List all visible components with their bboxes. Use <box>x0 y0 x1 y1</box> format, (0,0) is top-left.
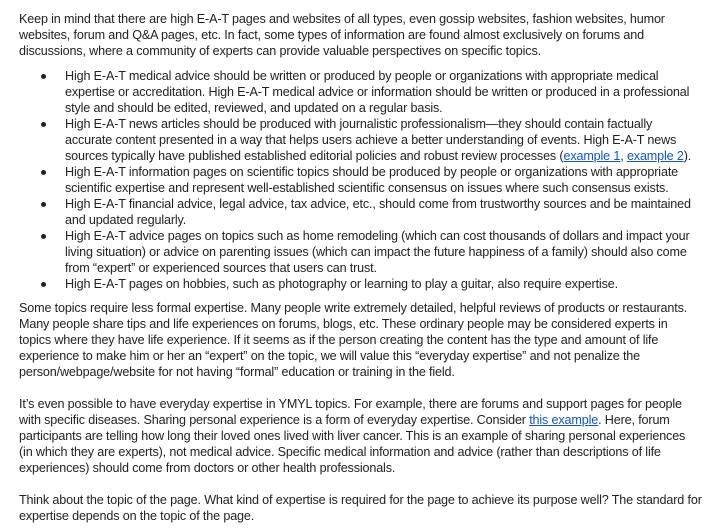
list-item-financial <box>19 196 702 228</box>
example-2-link[interactable]: example 2 <box>626 149 684 163</box>
topic-standard-paragraph: Think about the topic of the page. What kind of expertise is required for the page to achieve its purpose well? The standard for expertise depends on the topic of the page. <box>19 493 702 523</box>
example-1-link[interactable]: example 1 <box>563 149 621 163</box>
paragraph-text: It’s even possible to have everyday expertise in YMYL topics. For example, there are forums and support pages for people with specific diseases. Sharing personal experience is a form of everyday expertise. Consider <box>19 397 682 427</box>
list-item-hobbies <box>19 276 702 292</box>
bullet-icon <box>41 170 46 175</box>
list-item-text: High E-A-T news articles should be produced with journalistic professionalism—they should contain factually accurate content presented in a way that helps users achieve a better understanding of events. High E-A-T news sources typically have published established editorial policies and robust review processes ( <box>65 117 677 163</box>
bullet-icon <box>41 122 46 127</box>
paragraph-text: . Here, forum participants are telling how long their loved ones lived with liver cancer. This is an example of sharing personal experiences (in which they are experts), not medical advice. Specific medical information and advice (rather than descriptions of life experiences) should come from doctors or other health professionals. <box>19 413 686 475</box>
bullet-icon <box>41 74 46 79</box>
bullet-icon <box>41 234 46 239</box>
list-item-advice <box>19 228 702 276</box>
intro-paragraph: Keep in mind that there are high E-A-T pages and websites of all types, even gossip websites, fashion websites, humor websites, forum and Q&A pages, etc. In fact, some types of information are found almost exclusively on forums and discussions, where a community of experts can provide valuable perspectives on specific topics. <box>19 12 665 58</box>
list-item-scientific <box>19 164 702 196</box>
everyday-expertise-paragraph: Some topics require less formal expertise. Many people write extremely detailed, helpful reviews of products or restaurants. Many people share tips and life experiences on forums, blogs, etc. These ordinary people may be considered experts in topics where they have life experience. If it seems as if the person creating the content has the type and amount of life experience to make him or her an “expert” on the topic, we will value this “everyday expertise” and not penalize the person/webpage/website for not having “formal” education or training in the field. <box>19 301 688 379</box>
list-item-news <box>19 116 702 164</box>
list-item-medical <box>19 68 702 116</box>
list-item-text: High E-A-T advice pages on topics such as home remodeling (which can cost thousands of dollars and impact your living situation) or advice on parenting issues (which can impact the future happiness of a family) should also come from “expert” or experienced sources that users can trust. <box>65 229 690 275</box>
this-example-link[interactable]: this example <box>529 413 599 427</box>
bullet-icon <box>41 202 46 207</box>
list-item-text: High E-A-T information pages on scientific topics should be produced by people or organizations with appropriate scientific expertise and represent well-established scientific consensus on issues where such consensus exists. <box>65 165 679 195</box>
list-item-text: High E-A-T medical advice should be written or produced by people or organizations with appropriate medical expertise or accreditation. High E-A-T medical advice or information should be written or produced in a professional style and should be edited, reviewed, and updated on a regular basis. <box>65 69 690 115</box>
list-item-text: High E-A-T pages on hobbies, such as photography or learning to play a guitar, also require expertise. <box>65 277 618 291</box>
list-item-trailing-text: ). <box>683 149 692 163</box>
bullet-icon <box>41 282 46 287</box>
ymyl-expertise-paragraph <box>19 396 702 476</box>
link-separator: , <box>620 149 627 163</box>
eat-bullet-list <box>19 68 702 292</box>
list-item-text: High E-A-T financial advice, legal advice, tax advice, etc., should come from trustworthy sources and be maintained and updated regularly. <box>65 197 691 227</box>
